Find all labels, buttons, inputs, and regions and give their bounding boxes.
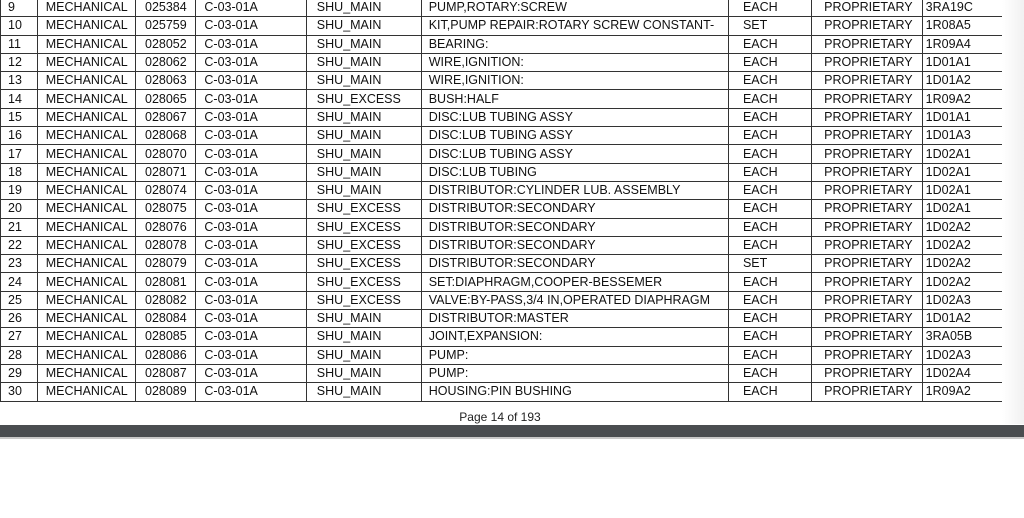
item-number-cell: 028089 xyxy=(136,383,196,401)
table-row xyxy=(1,346,1024,364)
description-cell: WIRE,IGNITION: xyxy=(421,72,728,90)
description-cell: DISTRIBUTOR:SECONDARY xyxy=(421,236,728,254)
category-cell: MECHANICAL xyxy=(38,35,136,53)
row-number-cell: 22 xyxy=(1,236,38,254)
vendor-cell: PROPRIETARY xyxy=(812,236,923,254)
table-row xyxy=(1,0,1024,17)
vendor-cell: PROPRIETARY xyxy=(812,273,923,291)
category-cell: MECHANICAL xyxy=(38,346,136,364)
description-cell: DISC:LUB TUBING ASSY xyxy=(421,127,728,145)
unit-cell: EACH xyxy=(728,218,811,236)
table-row xyxy=(1,273,1024,291)
location-cell: C-03-01A xyxy=(196,218,306,236)
table-row xyxy=(1,90,1024,108)
vendor-cell: PROPRIETARY xyxy=(812,200,923,218)
table-row xyxy=(1,145,1024,163)
location-cell: C-03-01A xyxy=(196,0,306,17)
description-cell: DISC:LUB TUBING xyxy=(421,163,728,181)
bin-cell: 1D02A1 xyxy=(922,163,1023,181)
vendor-cell: PROPRIETARY xyxy=(812,145,923,163)
location-cell: C-03-01A xyxy=(196,17,306,35)
vendor-cell: PROPRIETARY xyxy=(812,90,923,108)
row-number-cell: 15 xyxy=(1,108,38,126)
vendor-cell: PROPRIETARY xyxy=(812,346,923,364)
category-cell: MECHANICAL xyxy=(38,364,136,382)
category-cell: MECHANICAL xyxy=(38,72,136,90)
unit-cell: EACH xyxy=(728,90,811,108)
row-number-cell: 24 xyxy=(1,273,38,291)
table-row xyxy=(1,35,1024,53)
vendor-cell: PROPRIETARY xyxy=(812,17,923,35)
vendor-cell: PROPRIETARY xyxy=(812,255,923,273)
item-number-cell: 028063 xyxy=(136,72,196,90)
location-cell: C-03-01A xyxy=(196,346,306,364)
table-row xyxy=(1,163,1024,181)
location-cell: C-03-01A xyxy=(196,127,306,145)
description-cell: HOUSING:PIN BUSHING xyxy=(421,383,728,401)
bin-cell: 1R09A4 xyxy=(922,35,1023,53)
description-cell: JOINT,EXPANSION: xyxy=(421,328,728,346)
bin-cell: 1D01A3 xyxy=(922,127,1023,145)
unit-cell: EACH xyxy=(728,328,811,346)
warehouse-cell: SHU_MAIN xyxy=(306,328,421,346)
unit-cell: EACH xyxy=(728,200,811,218)
location-cell: C-03-01A xyxy=(196,383,306,401)
unit-cell: EACH xyxy=(728,310,811,328)
vendor-cell: PROPRIETARY xyxy=(812,0,923,17)
warehouse-cell: SHU_MAIN xyxy=(306,108,421,126)
bin-cell: 1D02A2 xyxy=(922,255,1023,273)
table-row xyxy=(1,291,1024,309)
bin-cell: 1R09A2 xyxy=(922,383,1023,401)
item-number-cell: 025384 xyxy=(136,0,196,17)
unit-cell: EACH xyxy=(728,364,811,382)
unit-cell: EACH xyxy=(728,236,811,254)
row-number-cell: 26 xyxy=(1,310,38,328)
description-cell: KIT,PUMP REPAIR:ROTARY SCREW CONSTANT- xyxy=(421,17,728,35)
category-cell: MECHANICAL xyxy=(38,163,136,181)
bin-cell: 1D02A1 xyxy=(922,145,1023,163)
row-number-cell: 27 xyxy=(1,328,38,346)
warehouse-cell: SHU_MAIN xyxy=(306,310,421,328)
table-row xyxy=(1,236,1024,254)
category-cell: MECHANICAL xyxy=(38,108,136,126)
location-cell: C-03-01A xyxy=(196,163,306,181)
description-cell: DISC:LUB TUBING ASSY xyxy=(421,108,728,126)
location-cell: C-03-01A xyxy=(196,310,306,328)
vendor-cell: PROPRIETARY xyxy=(812,72,923,90)
row-number-cell: 13 xyxy=(1,72,38,90)
warehouse-cell: SHU_MAIN xyxy=(306,72,421,90)
unit-cell: EACH xyxy=(728,383,811,401)
location-cell: C-03-01A xyxy=(196,108,306,126)
warehouse-cell: SHU_MAIN xyxy=(306,17,421,35)
unit-cell: EACH xyxy=(728,273,811,291)
unit-cell: EACH xyxy=(728,53,811,71)
row-number-cell: 18 xyxy=(1,163,38,181)
location-cell: C-03-01A xyxy=(196,255,306,273)
bin-cell: 1D01A2 xyxy=(922,310,1023,328)
warehouse-cell: SHU_MAIN xyxy=(306,163,421,181)
warehouse-cell: SHU_MAIN xyxy=(306,364,421,382)
warehouse-cell: SHU_MAIN xyxy=(306,346,421,364)
bin-cell: 1D02A2 xyxy=(922,218,1023,236)
unit-cell: EACH xyxy=(728,72,811,90)
vendor-cell: PROPRIETARY xyxy=(812,310,923,328)
vendor-cell: PROPRIETARY xyxy=(812,218,923,236)
bin-cell: 1D01A1 xyxy=(922,53,1023,71)
warehouse-cell: SHU_MAIN xyxy=(306,181,421,199)
row-number-cell: 23 xyxy=(1,255,38,273)
bin-cell: 1D02A2 xyxy=(922,273,1023,291)
description-cell: DISTRIBUTOR:MASTER xyxy=(421,310,728,328)
bin-cell: 1D01A1 xyxy=(922,108,1023,126)
row-number-cell: 25 xyxy=(1,291,38,309)
row-number-cell: 17 xyxy=(1,145,38,163)
row-number-cell: 28 xyxy=(1,346,38,364)
table-row xyxy=(1,53,1024,71)
item-number-cell: 028079 xyxy=(136,255,196,273)
row-number-cell: 20 xyxy=(1,200,38,218)
vendor-cell: PROPRIETARY xyxy=(812,291,923,309)
bin-cell: 3RA19C xyxy=(922,0,1023,17)
warehouse-cell: SHU_EXCESS xyxy=(306,218,421,236)
item-number-cell: 028052 xyxy=(136,35,196,53)
description-cell: WIRE,IGNITION: xyxy=(421,53,728,71)
unit-cell: EACH xyxy=(728,35,811,53)
item-number-cell: 028087 xyxy=(136,364,196,382)
description-cell: BEARING: xyxy=(421,35,728,53)
unit-cell: EACH xyxy=(728,127,811,145)
warehouse-cell: SHU_EXCESS xyxy=(306,273,421,291)
vendor-cell: PROPRIETARY xyxy=(812,181,923,199)
item-number-cell: 025759 xyxy=(136,17,196,35)
item-number-cell: 028082 xyxy=(136,291,196,309)
location-cell: C-03-01A xyxy=(196,90,306,108)
row-number-cell: 12 xyxy=(1,53,38,71)
description-cell: BUSH:HALF xyxy=(421,90,728,108)
page-number-footer: Page 14 of 193 xyxy=(459,410,541,424)
table-row xyxy=(1,328,1024,346)
table-row xyxy=(1,72,1024,90)
item-number-cell: 028081 xyxy=(136,273,196,291)
row-number-cell: 29 xyxy=(1,364,38,382)
category-cell: MECHANICAL xyxy=(38,181,136,199)
table-row xyxy=(1,200,1024,218)
table-row xyxy=(1,108,1024,126)
category-cell: MECHANICAL xyxy=(38,273,136,291)
next-page-area xyxy=(0,439,1024,518)
vendor-cell: PROPRIETARY xyxy=(812,35,923,53)
item-number-cell: 028074 xyxy=(136,181,196,199)
warehouse-cell: SHU_MAIN xyxy=(306,145,421,163)
row-number-cell: 14 xyxy=(1,90,38,108)
bin-cell: 3RA05B xyxy=(922,328,1023,346)
description-cell: DISTRIBUTOR:CYLINDER LUB. ASSEMBLY xyxy=(421,181,728,199)
bin-cell: 1D02A1 xyxy=(922,200,1023,218)
location-cell: C-03-01A xyxy=(196,181,306,199)
unit-cell: EACH xyxy=(728,0,811,17)
item-number-cell: 028084 xyxy=(136,310,196,328)
warehouse-cell: SHU_MAIN xyxy=(306,53,421,71)
category-cell: MECHANICAL xyxy=(38,0,136,17)
item-number-cell: 028075 xyxy=(136,200,196,218)
bin-cell: 1D02A4 xyxy=(922,364,1023,382)
row-number-cell: 21 xyxy=(1,218,38,236)
item-number-cell: 028070 xyxy=(136,145,196,163)
bin-cell: 1R09A2 xyxy=(922,90,1023,108)
category-cell: MECHANICAL xyxy=(38,291,136,309)
description-cell: PUMP,ROTARY:SCREW xyxy=(421,0,728,17)
vendor-cell: PROPRIETARY xyxy=(812,383,923,401)
vendor-cell: PROPRIETARY xyxy=(812,163,923,181)
unit-cell: SET xyxy=(728,255,811,273)
unit-cell: EACH xyxy=(728,145,811,163)
bin-cell: 1D02A1 xyxy=(922,181,1023,199)
item-number-cell: 028076 xyxy=(136,218,196,236)
vendor-cell: PROPRIETARY xyxy=(812,328,923,346)
description-cell: VALVE:BY-PASS,3/4 IN,OPERATED DIAPHRAGM xyxy=(421,291,728,309)
row-number-cell: 11 xyxy=(1,35,38,53)
description-cell: DISC:LUB TUBING ASSY xyxy=(421,145,728,163)
unit-cell: EACH xyxy=(728,346,811,364)
description-cell: DISTRIBUTOR:SECONDARY xyxy=(421,218,728,236)
location-cell: C-03-01A xyxy=(196,145,306,163)
warehouse-cell: SHU_MAIN xyxy=(306,0,421,17)
category-cell: MECHANICAL xyxy=(38,145,136,163)
bin-cell: 1R08A5 xyxy=(922,17,1023,35)
table-row xyxy=(1,218,1024,236)
inventory-table-body xyxy=(1,0,1024,401)
location-cell: C-03-01A xyxy=(196,291,306,309)
bin-cell: 1D02A3 xyxy=(922,346,1023,364)
bin-cell: 1D02A3 xyxy=(922,291,1023,309)
item-number-cell: 028085 xyxy=(136,328,196,346)
vendor-cell: PROPRIETARY xyxy=(812,108,923,126)
vendor-cell: PROPRIETARY xyxy=(812,53,923,71)
location-cell: C-03-01A xyxy=(196,273,306,291)
category-cell: MECHANICAL xyxy=(38,328,136,346)
location-cell: C-03-01A xyxy=(196,35,306,53)
description-cell: SET:DIAPHRAGM,COOPER-BESSEMER xyxy=(421,273,728,291)
item-number-cell: 028067 xyxy=(136,108,196,126)
category-cell: MECHANICAL xyxy=(38,200,136,218)
row-number-cell: 16 xyxy=(1,127,38,145)
unit-cell: EACH xyxy=(728,163,811,181)
item-number-cell: 028071 xyxy=(136,163,196,181)
table-row xyxy=(1,255,1024,273)
description-cell: DISTRIBUTOR:SECONDARY xyxy=(421,200,728,218)
warehouse-cell: SHU_MAIN xyxy=(306,35,421,53)
warehouse-cell: SHU_EXCESS xyxy=(306,90,421,108)
location-cell: C-03-01A xyxy=(196,328,306,346)
description-cell: PUMP: xyxy=(421,364,728,382)
location-cell: C-03-01A xyxy=(196,236,306,254)
category-cell: MECHANICAL xyxy=(38,17,136,35)
location-cell: C-03-01A xyxy=(196,53,306,71)
warehouse-cell: SHU_EXCESS xyxy=(306,236,421,254)
warehouse-cell: SHU_EXCESS xyxy=(306,255,421,273)
table-row xyxy=(1,181,1024,199)
bin-cell: 1D02A2 xyxy=(922,236,1023,254)
location-cell: C-03-01A xyxy=(196,200,306,218)
item-number-cell: 028078 xyxy=(136,236,196,254)
unit-cell: EACH xyxy=(728,181,811,199)
table-row xyxy=(1,364,1024,382)
warehouse-cell: SHU_EXCESS xyxy=(306,291,421,309)
unit-cell: EACH xyxy=(728,291,811,309)
bin-cell: 1D01A2 xyxy=(922,72,1023,90)
category-cell: MECHANICAL xyxy=(38,310,136,328)
category-cell: MECHANICAL xyxy=(38,127,136,145)
warehouse-cell: SHU_EXCESS xyxy=(306,200,421,218)
table-row xyxy=(1,17,1024,35)
item-number-cell: 028086 xyxy=(136,346,196,364)
warehouse-cell: SHU_MAIN xyxy=(306,127,421,145)
row-number-cell: 19 xyxy=(1,181,38,199)
description-cell: PUMP: xyxy=(421,346,728,364)
location-cell: C-03-01A xyxy=(196,72,306,90)
item-number-cell: 028068 xyxy=(136,127,196,145)
table-row xyxy=(1,383,1024,401)
unit-cell: EACH xyxy=(728,108,811,126)
table-row xyxy=(1,310,1024,328)
page-edge xyxy=(1002,0,1024,424)
location-cell: C-03-01A xyxy=(196,364,306,382)
item-number-cell: 028062 xyxy=(136,53,196,71)
warehouse-cell: SHU_MAIN xyxy=(306,383,421,401)
page-separator-bar xyxy=(0,425,1024,437)
category-cell: MECHANICAL xyxy=(38,236,136,254)
vendor-cell: PROPRIETARY xyxy=(812,364,923,382)
category-cell: MECHANICAL xyxy=(38,53,136,71)
category-cell: MECHANICAL xyxy=(38,255,136,273)
row-number-cell: 9 xyxy=(1,0,38,17)
description-cell: DISTRIBUTOR:SECONDARY xyxy=(421,255,728,273)
vendor-cell: PROPRIETARY xyxy=(812,127,923,145)
category-cell: MECHANICAL xyxy=(38,383,136,401)
row-number-cell: 30 xyxy=(1,383,38,401)
table-row xyxy=(1,127,1024,145)
category-cell: MECHANICAL xyxy=(38,218,136,236)
item-number-cell: 028065 xyxy=(136,90,196,108)
unit-cell: SET xyxy=(728,17,811,35)
category-cell: MECHANICAL xyxy=(38,90,136,108)
row-number-cell: 10 xyxy=(1,17,38,35)
